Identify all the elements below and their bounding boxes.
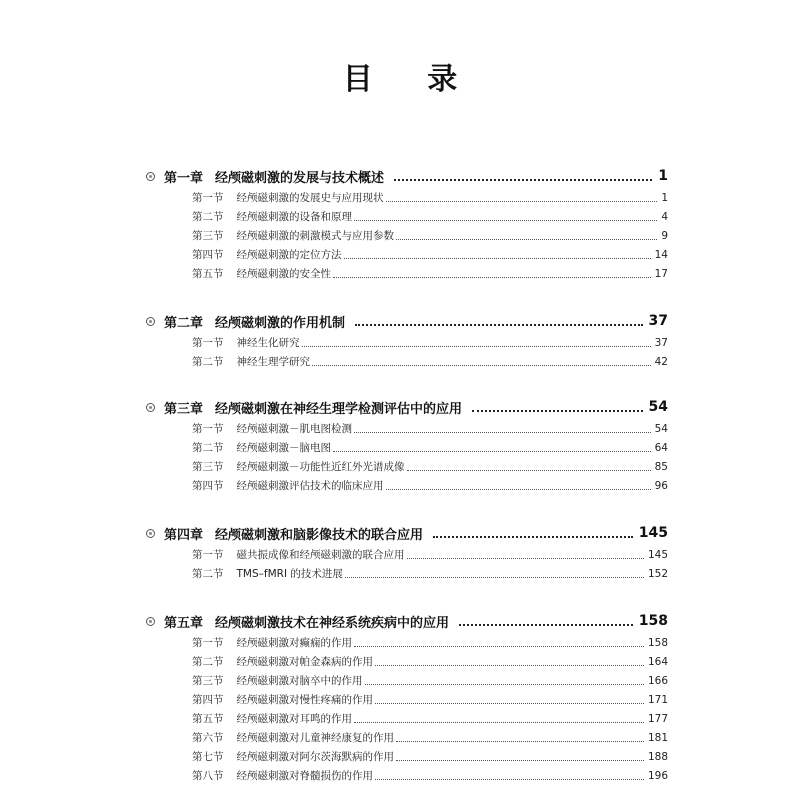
chapter-label: 第四章 <box>164 527 204 543</box>
section-label: 第一节 <box>192 192 224 204</box>
section-label: 第二节 <box>192 442 224 454</box>
section-row[interactable] <box>140 545 668 564</box>
page-title: 目 录 <box>342 62 480 97</box>
section-label: 第四节 <box>192 694 224 706</box>
circle-bullet-icon <box>146 617 155 626</box>
section-title: 经颅磁刺激对脑卒中的作用 <box>236 675 363 687</box>
dot-leader <box>407 469 651 471</box>
dot-leader <box>355 323 642 326</box>
dot-leader <box>386 200 658 202</box>
section-title: 神经生理学研究 <box>236 356 310 368</box>
section-page-number: 96 <box>654 479 668 492</box>
section-label: 第一节 <box>192 423 224 435</box>
section-row[interactable] <box>140 747 668 766</box>
section-row[interactable] <box>140 728 668 747</box>
section-page-number: 177 <box>647 712 668 725</box>
chapter-row[interactable] <box>140 609 668 633</box>
section-title: 经颅磁刺激评估技术的临床应用 <box>236 480 384 492</box>
dot-leader <box>472 409 642 412</box>
dot-leader <box>375 664 644 666</box>
chapter-page-number: 37 <box>648 313 668 329</box>
chapter-block <box>140 164 668 283</box>
section-title: 经颅磁刺激－肌电图检测 <box>236 423 352 435</box>
section-page-number: 152 <box>647 567 668 580</box>
chapter-row[interactable] <box>140 395 668 419</box>
section-label: 第八节 <box>192 770 224 782</box>
section-label: 第二节 <box>192 568 224 580</box>
dot-leader <box>375 702 644 704</box>
section-title: 经颅磁刺激的刺激模式与应用参数 <box>236 230 394 242</box>
chapter-row[interactable] <box>140 521 668 545</box>
section-label: 第一节 <box>192 337 224 349</box>
section-page-number: 158 <box>647 636 668 649</box>
section-title: 经颅磁刺激的定位方法 <box>236 249 342 261</box>
section-row[interactable] <box>140 264 668 283</box>
chapter-page-number: 158 <box>638 613 668 629</box>
dot-leader <box>375 778 644 780</box>
section-page-number: 166 <box>647 674 668 687</box>
section-title: 经颅磁刺激对阿尔茨海默病的作用 <box>236 751 394 763</box>
dot-leader <box>333 276 651 278</box>
section-label: 第四节 <box>192 249 224 261</box>
section-label: 第五节 <box>192 268 224 280</box>
chapter-row[interactable] <box>140 164 668 188</box>
section-page-number: 64 <box>654 441 668 454</box>
section-page-number: 85 <box>654 460 668 473</box>
section-row[interactable] <box>140 709 668 728</box>
section-page-number: 42 <box>654 355 668 368</box>
dot-leader <box>459 623 633 626</box>
chapter-label: 第五章 <box>164 615 204 631</box>
dot-leader <box>365 683 644 685</box>
section-row[interactable] <box>140 333 668 352</box>
section-title: 经颅磁刺激对帕金森病的作用 <box>236 656 373 668</box>
dot-leader <box>354 721 644 723</box>
circle-bullet-icon <box>146 529 155 538</box>
chapter-page-number: 1 <box>658 168 668 184</box>
section-row[interactable] <box>140 564 668 583</box>
section-title: 神经生化研究 <box>236 337 300 349</box>
section-page-number: 181 <box>647 731 668 744</box>
section-label: 第四节 <box>192 480 224 492</box>
section-row[interactable] <box>140 476 668 495</box>
section-label: 第六节 <box>192 732 224 744</box>
dot-leader <box>394 178 652 181</box>
section-label: 第五节 <box>192 713 224 725</box>
section-title: 经颅磁刺激对儿童神经康复的作用 <box>236 732 394 744</box>
section-label: 第二节 <box>192 656 224 668</box>
section-row[interactable] <box>140 690 668 709</box>
chapter-label: 第三章 <box>164 401 204 417</box>
chapter-label: 第二章 <box>164 315 204 331</box>
chapter-title: 经颅磁刺激的发展与技术概述 <box>215 170 385 186</box>
chapter-page-number: 54 <box>648 399 668 415</box>
section-page-number: 171 <box>647 693 668 706</box>
section-label: 第二节 <box>192 356 224 368</box>
chapter-title: 经颅磁刺激的作用机制 <box>215 315 346 331</box>
dot-leader <box>386 488 651 490</box>
section-page-number: 164 <box>647 655 668 668</box>
chapter-label: 第一章 <box>164 170 204 186</box>
section-page-number: 9 <box>661 229 668 242</box>
section-title: TMS–fMRI 的技术进展 <box>236 568 343 580</box>
chapter-page-number: 145 <box>638 525 668 541</box>
section-row[interactable] <box>140 419 668 438</box>
section-label: 第一节 <box>192 637 224 649</box>
section-page-number: 145 <box>647 548 668 561</box>
section-page-number: 188 <box>647 750 668 763</box>
section-label: 第一节 <box>192 549 224 561</box>
dot-leader <box>354 431 651 433</box>
section-title: 经颅磁刺激－脑电图 <box>236 442 331 454</box>
section-row[interactable] <box>140 188 668 207</box>
section-page-number: 1 <box>661 191 668 204</box>
section-label: 第七节 <box>192 751 224 763</box>
dot-leader <box>396 740 644 742</box>
section-title: 经颅磁刺激对癫痫的作用 <box>236 637 352 649</box>
section-title: 经颅磁刺激对脊髓损伤的作用 <box>236 770 373 782</box>
chapter-title: 经颅磁刺激技术在神经系统疾病中的应用 <box>215 615 450 631</box>
chapter-block <box>140 521 668 583</box>
dot-leader <box>333 450 651 452</box>
section-title: 经颅磁刺激的发展史与应用现状 <box>236 192 384 204</box>
chapter-title: 经颅磁刺激和脑影像技术的联合应用 <box>215 527 424 543</box>
dot-leader <box>354 645 644 647</box>
dot-leader <box>302 345 651 347</box>
dot-leader <box>354 219 657 221</box>
section-title: 经颅磁刺激的设备和原理 <box>236 211 352 223</box>
dot-leader <box>344 257 651 259</box>
dot-leader <box>396 238 657 240</box>
section-page-number: 4 <box>661 210 668 223</box>
section-title: 经颅磁刺激对耳鸣的作用 <box>236 713 352 725</box>
dot-leader <box>433 535 633 538</box>
chapter-row[interactable] <box>140 309 668 333</box>
chapter-block <box>140 395 668 495</box>
section-page-number: 14 <box>654 248 668 261</box>
section-row[interactable] <box>140 438 668 457</box>
section-label: 第三节 <box>192 675 224 687</box>
chapter-block <box>140 609 668 785</box>
section-row[interactable] <box>140 457 668 476</box>
section-row[interactable] <box>140 207 668 226</box>
section-title: 经颅磁刺激对慢性疼痛的作用 <box>236 694 373 706</box>
dot-leader <box>396 759 644 761</box>
circle-bullet-icon <box>146 403 155 412</box>
circle-bullet-icon <box>146 172 155 181</box>
section-row[interactable] <box>140 226 668 245</box>
chapter-block <box>140 309 668 371</box>
section-title: 经颅磁刺激的安全性 <box>236 268 331 280</box>
section-row[interactable] <box>140 352 668 371</box>
table-of-contents <box>140 164 668 800</box>
section-page-number: 17 <box>654 267 668 280</box>
section-row[interactable] <box>140 766 668 785</box>
section-title: 经颅磁刺激－功能性近红外光谱成像 <box>236 461 405 473</box>
dot-leader <box>345 576 644 578</box>
section-label: 第二节 <box>192 211 224 223</box>
section-page-number: 196 <box>647 769 668 782</box>
dot-leader <box>407 557 644 559</box>
section-label: 第三节 <box>192 461 224 473</box>
section-row[interactable] <box>140 671 668 690</box>
section-label: 第三节 <box>192 230 224 242</box>
circle-bullet-icon <box>146 317 155 326</box>
section-page-number: 54 <box>654 422 668 435</box>
dot-leader <box>312 364 651 366</box>
section-title: 磁共振成像和经颅磁刺激的联合应用 <box>236 549 405 561</box>
section-row[interactable] <box>140 652 668 671</box>
chapter-title: 经颅磁刺激在神经生理学检测评估中的应用 <box>215 401 463 417</box>
section-row[interactable] <box>140 633 668 652</box>
section-page-number: 37 <box>654 336 668 349</box>
section-row[interactable] <box>140 245 668 264</box>
